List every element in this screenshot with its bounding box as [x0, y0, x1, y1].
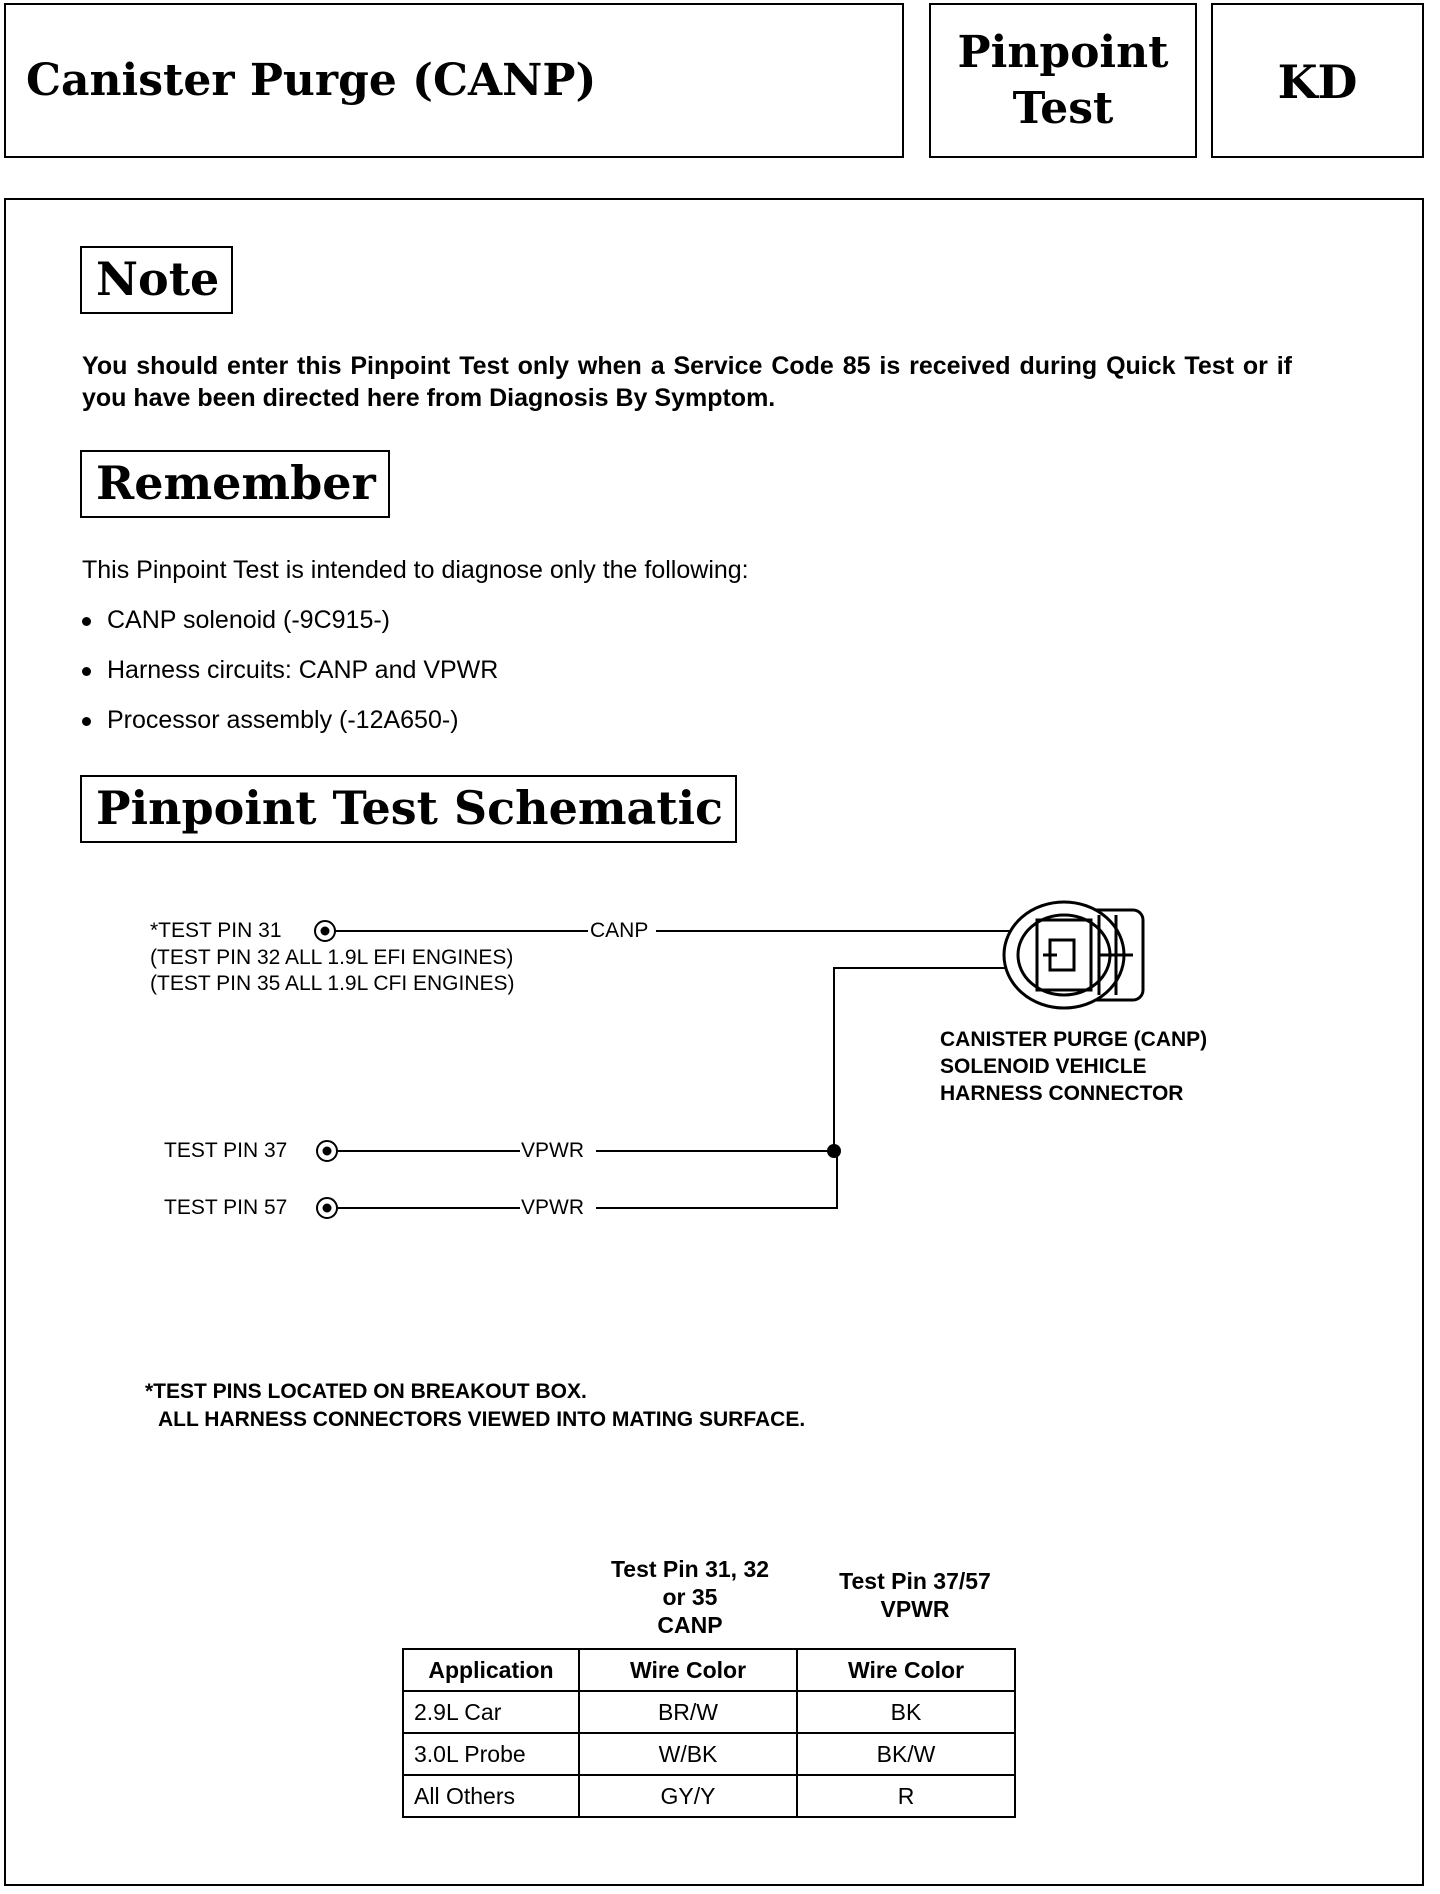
table-cell: W/BK — [579, 1733, 797, 1775]
test-type-label — [931, 25, 1195, 137]
page-title: Canister Purge (CANP) — [26, 55, 597, 106]
test-code: KD — [1277, 55, 1358, 109]
bullet-icon — [82, 667, 91, 676]
table-cell: GY/Y — [579, 1775, 797, 1817]
test-pin-35-note: (TEST PIN 35 ALL 1.9L CFI ENGINES) — [150, 972, 515, 995]
list-item — [82, 654, 498, 686]
group-header-line: Test Pin 31, 32 — [610, 1556, 770, 1582]
table-header-row — [403, 1649, 1015, 1691]
test-pin-32-note: (TEST PIN 32 ALL 1.9L EFI ENGINES) — [150, 946, 514, 969]
canp-column-group-header — [575, 1555, 805, 1639]
test-type-box — [929, 3, 1197, 158]
list-item-text: CANP solenoid (-9C915-) — [107, 606, 390, 634]
table-cell: BR/W — [579, 1691, 797, 1733]
connector-label-line3: HARNESS CONNECTOR — [940, 1082, 1184, 1105]
test-pin-37-label: TEST PIN 37 — [164, 1139, 288, 1162]
connector-label-line1: CANISTER PURGE (CANP) — [940, 1028, 1208, 1051]
connector-label-line2: SOLENOID VEHICLE — [940, 1055, 1147, 1078]
list-item — [82, 604, 390, 636]
note-text: You should enter this Pinpoint Test only when a Service Code 85 is received during Quick Test or if you have been directed here from Diagnosis By Symptom. — [82, 352, 1292, 412]
bullet-icon — [82, 617, 91, 626]
table-cell: R — [797, 1775, 1015, 1817]
test-code-box — [1211, 3, 1424, 158]
table-row — [403, 1775, 1015, 1817]
list-item — [82, 704, 459, 736]
group-header-line: or 35 — [662, 1584, 718, 1610]
column-header: Application — [403, 1649, 579, 1691]
table-cell: 2.9L Car — [403, 1691, 579, 1733]
test-type-line1: Pinpoint — [957, 27, 1169, 78]
wire-color-table — [402, 1648, 1016, 1818]
schematic-heading: Pinpoint Test Schematic — [80, 775, 737, 843]
table-row — [403, 1691, 1015, 1733]
note-heading: Note — [80, 246, 233, 314]
remember-intro: This Pinpoint Test is intended to diagnose only the following: — [82, 556, 749, 584]
bullet-icon — [82, 717, 91, 726]
test-type-line2: Test — [1012, 83, 1114, 134]
list-item-text: Processor assembly (-12A650-) — [107, 706, 459, 734]
vpwr-wire-label: VPWR — [521, 1139, 584, 1162]
footnote-line2: ALL HARNESS CONNECTORS VIEWED INTO MATING SURFACE. — [158, 1408, 806, 1431]
footnote-line1: *TEST PINS LOCATED ON BREAKOUT BOX. — [145, 1380, 587, 1403]
table-cell: BK/W — [797, 1733, 1015, 1775]
footnote — [145, 1378, 805, 1434]
table-cell: All Others — [403, 1775, 579, 1817]
vpwr-wire-label: VPWR — [521, 1196, 584, 1219]
title-box — [4, 3, 904, 158]
vpwr-column-group-header — [800, 1567, 1030, 1623]
remember-heading: Remember — [80, 450, 390, 518]
group-header-line: CANP — [657, 1612, 723, 1638]
canp-wire-label: CANP — [590, 919, 649, 942]
test-pin-57-label: TEST PIN 57 — [164, 1196, 288, 1219]
column-header: Wire Color — [579, 1649, 797, 1691]
table-cell: BK — [797, 1691, 1015, 1733]
column-header: Wire Color — [797, 1649, 1015, 1691]
group-header-line: VPWR — [880, 1596, 950, 1622]
table-cell: 3.0L Probe — [403, 1733, 579, 1775]
list-item-text: Harness circuits: CANP and VPWR — [107, 656, 499, 684]
test-pin-31-label: *TEST PIN 31 — [150, 919, 282, 942]
table-row — [403, 1733, 1015, 1775]
group-header-line: Test Pin 37/57 — [839, 1568, 991, 1594]
